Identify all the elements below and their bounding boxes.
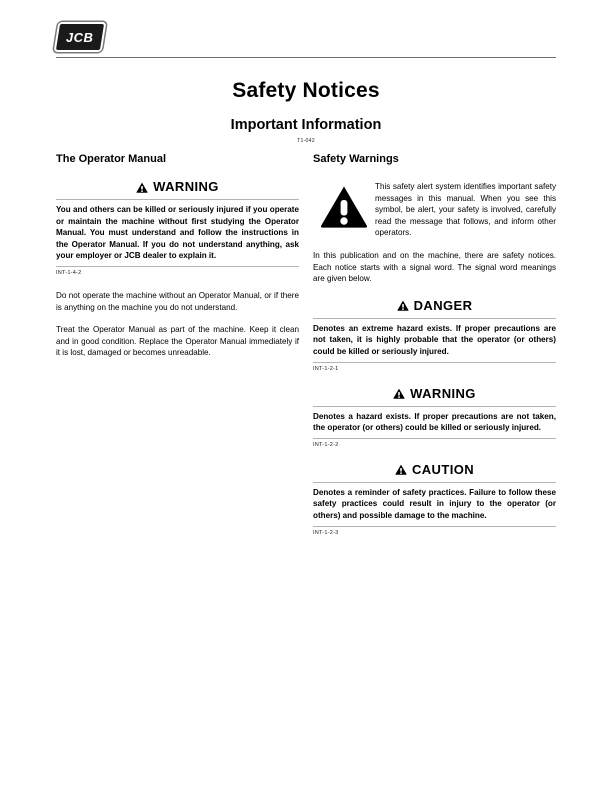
header-divider — [56, 57, 556, 58]
right-column-heading: Safety Warnings — [313, 153, 399, 165]
safety-alert-text: This safety alert system identifies important safety messages in this manual. When you see this symbol, be alert, your safety is involved, carefully read the message that follows, and inform other operators. — [375, 182, 556, 238]
danger-notice — [313, 299, 556, 373]
warning-triangle-icon — [136, 182, 148, 193]
safety-alert-triangle-icon — [320, 185, 368, 229]
warning-reference-code: INT-1-2-2 — [313, 441, 339, 448]
warning-notice-body: Denotes a hazard exists. If proper precautions are not taken, the operator (or others) could be killed or seriously injured. — [313, 411, 556, 433]
jcb-logo-text: JCB — [66, 29, 94, 45]
left-paragraph-2: Treat the Operator Manual as part of the machine. Keep it clean and in good condition. Replace the Operator Manual immediately if it is lost, damaged or becomes unreadable. — [56, 325, 299, 358]
left-column-heading: The Operator Manual — [56, 153, 167, 165]
caution-signal-word: CAUTION — [411, 461, 475, 477]
page-subtitle: Important Information — [230, 117, 382, 133]
warning-signal-word: WARNING — [410, 385, 476, 401]
warning-signal-word: WARNING — [153, 179, 219, 194]
right-intro-paragraph: In this publication and on the machine, there are safety notices. Each notice starts with a signal word. The signal word meanings are given below. — [313, 250, 556, 284]
danger-notice-body: Denotes an extreme hazard exists. If proper precautions are not taken, it is highly probable that the operator (or others) could be killed or seriously injured. — [313, 323, 556, 356]
left-paragraph-1: Do not operate the machine without an Operator Manual, or if there is anything on the machine you do not understand. — [56, 290, 299, 312]
warning-reference-code: INT-1-4-2 — [56, 269, 82, 276]
warning-notice — [313, 387, 556, 449]
warning-triangle-icon — [393, 388, 405, 399]
danger-triangle-icon — [397, 300, 409, 311]
danger-reference-code: INT-1-2-1 — [313, 365, 339, 372]
jcb-logo — [54, 22, 107, 52]
caution-notice — [313, 463, 556, 537]
safety-alert-block — [313, 181, 556, 239]
operator-manual-warning-notice — [56, 180, 299, 277]
caution-triangle-icon — [395, 464, 407, 475]
left-column — [56, 152, 299, 359]
warning-signal-header — [56, 180, 299, 194]
caution-reference-code: INT-1-2-3 — [313, 529, 339, 536]
right-column — [313, 152, 556, 537]
document-reference-code: T1-042 — [297, 138, 315, 144]
danger-signal-word: DANGER — [413, 297, 473, 313]
danger-signal-header — [313, 299, 556, 313]
page-title: Safety Notices — [232, 79, 380, 102]
caution-signal-header — [313, 463, 556, 477]
warning-notice-body: You and others can be killed or seriously injured if you operate or maintain the machine without first studying the Operator Manual. You must understand and follow the instructions in the Operator Manual. If you do not understand anything, ask your employer or JCB dealer to explain it. — [56, 205, 299, 261]
page-header — [56, 22, 556, 60]
warning-signal-header — [313, 387, 556, 401]
caution-notice-body: Denotes a reminder of safety practices. Failure to follow these safety practices could result in injury to the operator (or others) and possible damage to the machine. — [313, 487, 556, 520]
safety-alert-icon-container — [313, 181, 375, 229]
